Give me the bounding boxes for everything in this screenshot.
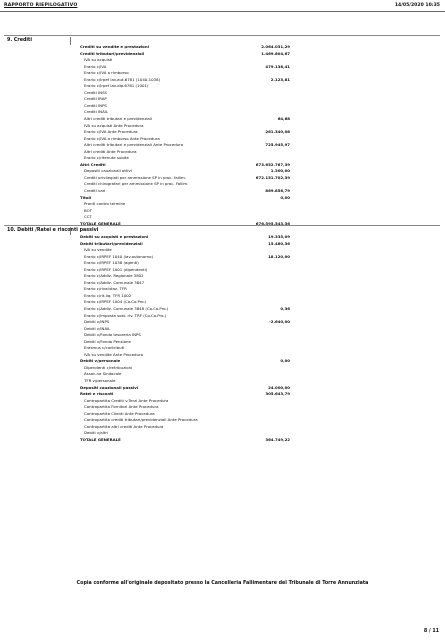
row-label: Pronti contro termine	[84, 201, 126, 207]
row-label: Erario c/IVA	[84, 63, 107, 69]
row-label: Erario c/imposta sost. riv. TRF (Co.Co.Pro.)	[84, 312, 167, 318]
row-value: 364.749,22	[265, 436, 290, 442]
row-label: Contropartita Fornitori Ante Procedura	[84, 404, 159, 410]
row-value: 672.151.702,39	[255, 174, 290, 180]
row-label: Erario c/IRPEF 1004 (Co.Co.Pro.)	[84, 299, 147, 305]
row-value: 64,68	[277, 116, 290, 122]
section-rows	[80, 234, 420, 444]
row-label: Contropartita Crediti v.Terzi Ante Procedura	[84, 397, 169, 403]
row-label: TOTALE GENERALE	[80, 220, 121, 226]
row-label: Crediti privilegiati per ammissione SP in proc. fallim.	[84, 174, 186, 180]
row-label: Altri crediti Ante Procedura	[84, 148, 137, 154]
row-value: 676.595.543,36	[255, 220, 290, 226]
row-label: Crediti IRAP	[84, 96, 107, 102]
row-label: Crediti tributari/previdenziali	[80, 50, 145, 56]
row-label: Erario c/Irpef lav.dip.6781 (1001)	[84, 83, 149, 89]
total-row	[80, 437, 420, 444]
row-label: Contropartita altri crediti Ante Procedura	[84, 423, 164, 429]
row-value: 1.469.804,67	[261, 50, 290, 56]
row-label: BOT	[84, 207, 93, 213]
footer-note: Copia conforme all'originale depositato presso la Cancelleria Fallimentare del Tribunale di Torre Annunziata	[76, 581, 369, 586]
row-label: Crediti chirografari per ammissione SP in proc. Fallim.	[84, 181, 189, 187]
row-value: 305.643,79	[265, 391, 290, 397]
row-value: 725.945,97	[265, 142, 290, 148]
row-value: 479.138,41	[265, 63, 290, 69]
row-label: TOTALE GENERALE	[80, 436, 121, 442]
section-title: 10. Debiti /Ratei e risconti passivi	[7, 228, 99, 233]
section-crediti	[4, 35, 440, 227]
row-label: Erario c/rit.liq. TFR 1002	[84, 292, 132, 298]
section-debiti	[4, 225, 440, 444]
row-value: 869.856,79	[265, 188, 290, 194]
row-label: Debiti v/personale	[80, 358, 121, 364]
row-value: 673.652.767,39	[255, 161, 290, 167]
section-title: 9. Crediti	[7, 38, 32, 43]
row-label: Erario c/IVA a rimborso	[84, 70, 129, 76]
section-header	[4, 225, 440, 234]
row-label: IVA su vendite Ante Procedura	[84, 351, 143, 357]
row-value: 1.300,00	[270, 168, 290, 174]
row-label: Altri crediti tributari e previdenziali	[84, 116, 152, 122]
row-label: IVA su vendite	[84, 247, 112, 253]
row-label: Debiti su acquisti e prestazioni	[80, 234, 149, 239]
row-label: TFR v/personale	[84, 378, 116, 384]
row-value: 19.335,09	[268, 234, 290, 239]
section-header	[4, 35, 440, 44]
row-label: IVA su acquisti	[84, 57, 113, 63]
row-label: Altri Crediti	[80, 161, 106, 167]
row-label: Depositi cauzionali attivi	[84, 168, 132, 174]
row-label: CCT	[84, 214, 92, 220]
row-label: Crediti INPS	[84, 102, 107, 108]
row-label: Erario c/Addiz. Comunale 3848 (Co.Co.Pro.)	[84, 306, 169, 312]
row-label: IVA su acquisti Ante Procedura	[84, 122, 144, 128]
row-label: Debiti v/Fondo Pensione	[84, 338, 131, 344]
row-label: Erario c/IRPEF 1038 (agenti)	[84, 260, 139, 266]
row-value: 0,00	[280, 358, 290, 364]
page-number: 8 / 11	[423, 629, 439, 634]
row-label: Titoli	[80, 194, 92, 200]
row-value: -2.640,00	[269, 319, 290, 325]
row-value: 261.340,08	[265, 129, 290, 135]
row-value: 15.480,36	[268, 240, 290, 246]
row-label: Debiti tributari/previdenziali	[80, 240, 143, 246]
row-label: Erasmus c/contributi	[84, 345, 125, 351]
row-value: 2.123,81	[270, 76, 290, 82]
report-title: RAPPORTO RIEPILOGATIVO	[4, 3, 78, 8]
section-separator	[70, 227, 71, 235]
row-label: Debiti v/altri	[84, 430, 109, 436]
row-label: Crediti su vendite e prestazioni	[80, 44, 149, 49]
section-separator	[70, 37, 71, 45]
header-rule	[0, 11, 445, 12]
row-label: Crediti INSS	[84, 89, 108, 95]
report-date: 14/05/2020 10:35	[394, 3, 440, 8]
row-label: Erario c/IRPEF 1040 (lav.autonomo)	[84, 253, 153, 259]
row-label: Crediti vari	[84, 188, 106, 194]
row-label: Erario c/ritenute subite	[84, 155, 129, 161]
row-label: Ratei e risconti	[80, 391, 114, 397]
row-label: Debiti v/INPS	[84, 319, 110, 325]
row-label: Erario c/IRPEF 1001 (dipendenti)	[84, 266, 148, 272]
row-label: Erario c/IVA Ante Procedura	[84, 129, 138, 135]
report-header	[0, 0, 445, 14]
row-label: Erario c/Addiz. Comunale 3847	[84, 279, 145, 285]
section-rows	[80, 44, 420, 227]
row-label: Crediti INAIL	[84, 109, 109, 115]
row-label: Erario c/rivalutaz. TFR	[84, 286, 127, 292]
row-value: 24.000,00	[268, 384, 290, 390]
row-label: Dipendenti c/retribuzioni	[84, 364, 133, 370]
row-label: Contropartita crediti tributari/previdenziali Ante Procedura	[84, 417, 198, 423]
row-label: Depositi cauzionali passivi	[80, 384, 139, 390]
row-label: Assoc.ne Sindacale	[84, 371, 122, 377]
row-value: 2.064.031,29	[261, 44, 290, 49]
row-label: Erario c/IVA a rimborso Ante Procedura	[84, 135, 160, 141]
row-label: Debiti v/Fondo tesoreria INPS	[84, 332, 141, 338]
row-label: Altri crediti tributari e previdenziali Ante Procedura	[84, 142, 184, 148]
row-value: 18.120,00	[268, 253, 290, 259]
row-label: Erario c/Irpef lav.aut.6781 (1040-1038)	[84, 76, 161, 82]
row-label: Debiti v/INAIL	[84, 325, 111, 331]
row-label: Contropartita Clienti Ante Procedura	[84, 410, 155, 416]
row-value: 0,36	[280, 306, 290, 312]
row-label: Erario c/Addiz. Regionale 3802	[84, 273, 144, 279]
row-value: 0,00	[280, 194, 290, 200]
